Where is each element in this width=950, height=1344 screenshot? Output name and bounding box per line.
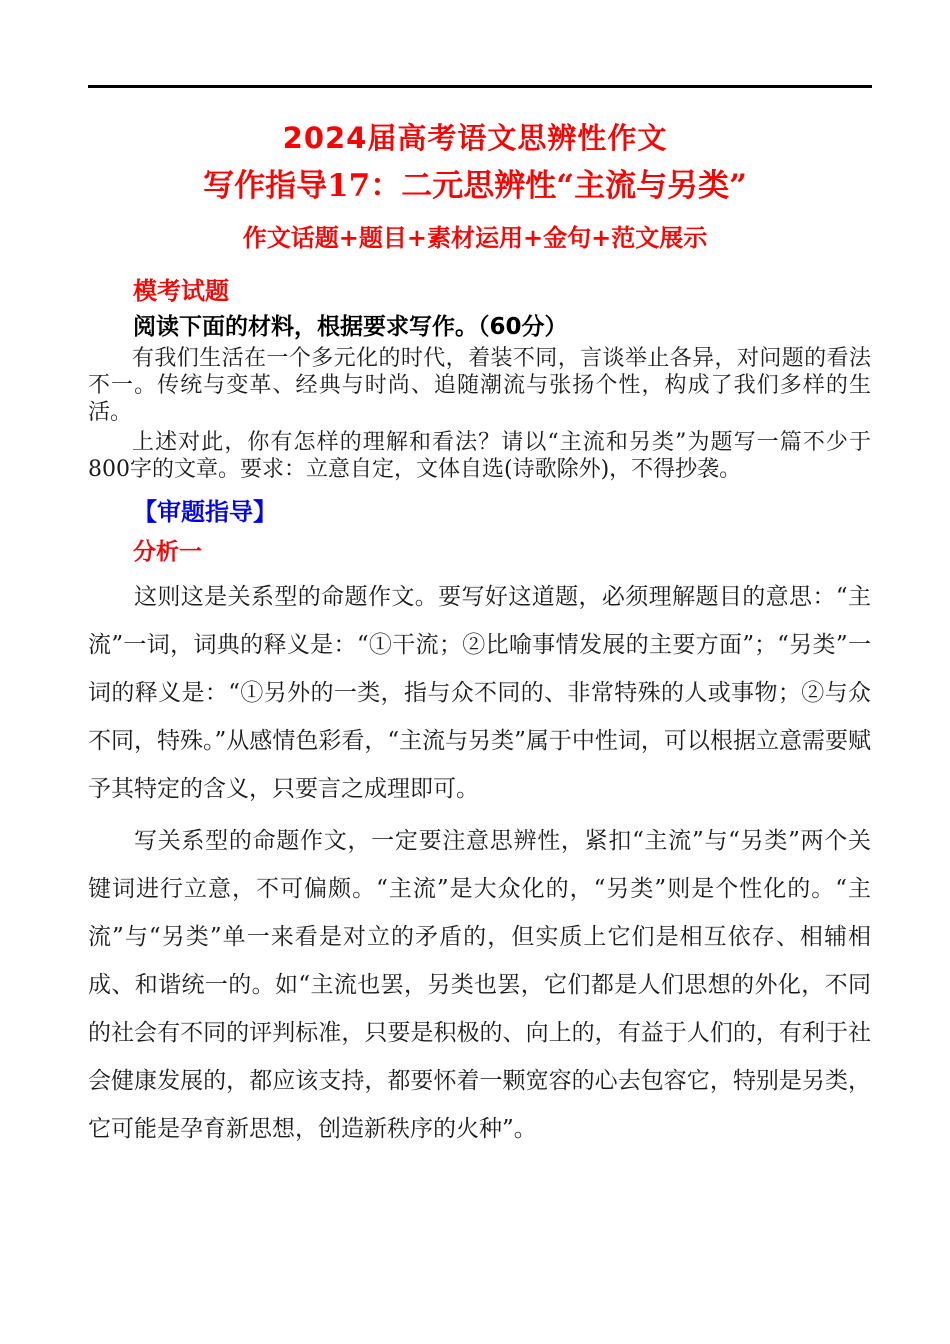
document-title: 2024届高考语文思辨性作文 — [282, 121, 668, 155]
document-subtitle: 写作指导17：二元思辨性“主流与另类” — [203, 168, 747, 204]
title-block — [0, 118, 950, 254]
guidance-section-label: 【审题指导】 — [133, 498, 277, 526]
exam-task-paragraph: 上述对此，你有怎样的理解和看法？请以“主流和另类”为题写一篇不少于800字的文章。要求：立意自定，文体自选(诗歌除外)，不得抄袭。 — [88, 430, 871, 482]
exam-material-paragraph: 有我们生活在一个多元化的时代，着装不同，言谈举止各异，对问题的看法不一。传统与变革、经典与时尚、追随潮流与张扬个性，构成了我们多样的生活。 — [88, 346, 871, 425]
exam-section-label: 模考试题 — [133, 277, 229, 305]
analysis-paragraph-2: 写关系型的命题作文，一定要注意思辨性，紧扣“主流”与“另类”两个关键词进行立意，不可偏颇。“主流”是大众化的，“另类”则是个性化的。“主流”与“另类”单一来看是对立的矛盾的，但实质上它们是相互依存、相辅相成、和谐统一的。如“主流也罢，另类也罢，它们都是人们思想的外化，不同的社会有不同的评判标准，只要是积极的、向上的，有益于人们的，有利于社会健康发展的，都应该支持，都要怀着一颗宽容的心去包容它，特别是另类，它可能是孕育新思想，创造新秩序的火种”。 — [88, 828, 871, 1142]
exam-prompt: 阅读下面的材料，根据要求写作。（60分） — [133, 314, 568, 340]
document-body — [0, 276, 950, 1153]
analysis-one-label: 分析一 — [133, 539, 202, 565]
analysis-paragraph-1: 这则这是关系型的命题作文。要写好这道题，必须理解题目的意思：“主流”一词，词典的释义是：“①干流；②比喻事情发展的主要方面”；“另类”一词的释义是：“①另外的一类，指与众不同的、非常特殊的人或事物；②与众不同，特殊。”从感情色彩看，“主流与另类”属于中性词，可以根据立意需要赋予其特定的含义，只要言之成理即可。 — [88, 584, 871, 802]
document-tagline: 作文话题+题目+素材运用+金句+范文展示 — [242, 223, 708, 252]
page-header-rule — [88, 85, 872, 88]
document-content — [0, 110, 950, 1153]
